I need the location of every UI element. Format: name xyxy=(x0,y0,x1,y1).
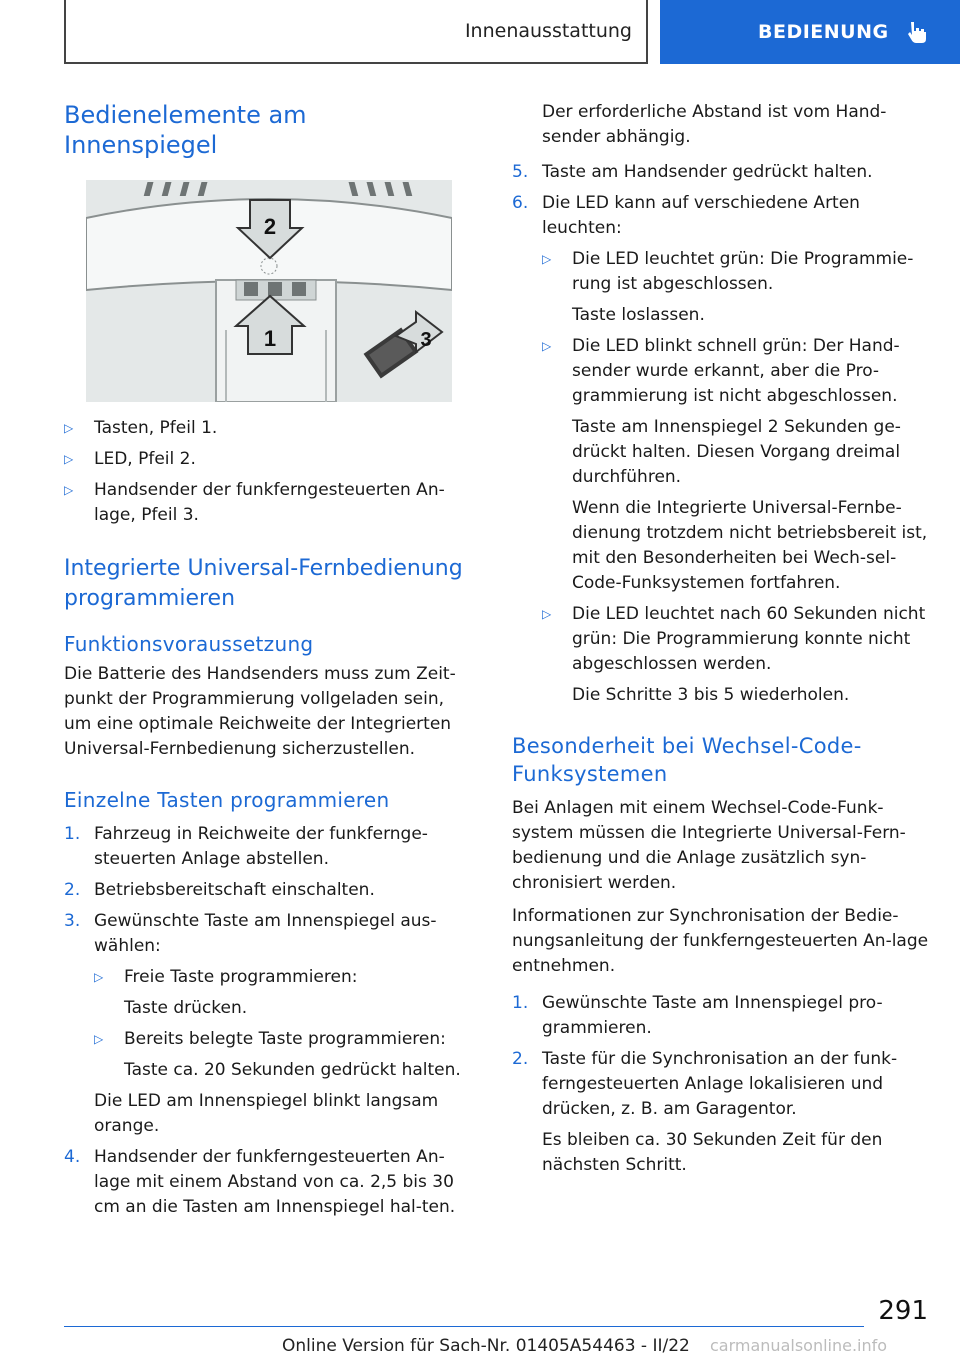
list-item xyxy=(512,1047,932,1122)
list-item xyxy=(64,878,464,903)
bullet-text: Bereits belegte Taste programmieren: xyxy=(124,1029,446,1049)
figure-label-2: 2 xyxy=(263,214,277,239)
rolling-code-paragraph-2: Informationen zur Synchronisation der Bedie-nungsanleitung der funkferngesteuerten An-lage entnehmen. xyxy=(512,906,929,976)
step-number: 2. xyxy=(64,880,81,900)
subsection-heading-rolling-code: Besonderheit bei Wechsel-Code-Funksystemen xyxy=(512,734,862,786)
list-item xyxy=(512,991,932,1041)
figure-label-3: 3 xyxy=(420,329,432,351)
bullet-triangle-icon: ▷ xyxy=(542,607,552,621)
bullet-text: Freie Taste programmieren: xyxy=(124,967,358,987)
page-title: Bedienelemente am Innenspiegel xyxy=(64,101,307,159)
list-item xyxy=(64,909,464,959)
section-heading: Integrierte Universal-Fernbedienung programmieren xyxy=(64,556,463,611)
bullet-detail: Taste loslassen. xyxy=(572,305,705,325)
list-item xyxy=(542,247,932,297)
right-column xyxy=(512,100,932,1184)
bullet-triangle-icon: ▷ xyxy=(64,483,74,497)
bullet-triangle-icon: ▷ xyxy=(542,252,552,266)
list-item xyxy=(94,1027,464,1052)
bullet-detail: Taste ca. 20 Sekunden gedrückt halten. xyxy=(124,1060,461,1080)
bullet-text: Tasten, Pfeil 1. xyxy=(94,418,218,438)
step-number: 5. xyxy=(512,162,529,182)
list-item xyxy=(512,160,932,185)
bullet-detail: Taste drücken. xyxy=(124,998,248,1018)
step-text: Gewünschte Taste am Innenspiegel aus-wählen: xyxy=(94,911,437,956)
subsection-heading-single: Einzelne Tasten programmieren xyxy=(64,788,390,812)
header-chapter-title: BEDIENUNG xyxy=(758,21,889,43)
step-number: 6. xyxy=(512,193,529,213)
bullet-text: Die LED leuchtet nach 60 Sekunden nicht grün: Die Programmierung konnte nicht abgeschlossen werden. xyxy=(572,604,926,674)
list-item xyxy=(64,478,464,528)
mirror-figure xyxy=(86,180,452,402)
figure-label-1: 1 xyxy=(263,326,277,351)
list-item xyxy=(512,191,932,241)
bullet-text: LED, Pfeil 2. xyxy=(94,449,196,469)
hand-pointer-icon xyxy=(905,19,931,45)
step-continuation: Der erforderliche Abstand ist vom Hand-sender abhängig. xyxy=(542,102,887,147)
watermark: carmanualsonline.info xyxy=(710,1336,888,1355)
list-item xyxy=(542,602,932,677)
step-note: Die LED am Innenspiegel blinkt langsam orange. xyxy=(94,1091,439,1136)
bullet-triangle-icon: ▷ xyxy=(64,421,74,435)
list-item xyxy=(542,334,932,409)
step-text: Taste für die Synchronisation an der funk-ferngesteuerten Anlage lokalisieren und drücken, z. B. am Garagentor. xyxy=(542,1049,898,1119)
step-text: Betriebsbereitschaft einschalten. xyxy=(94,880,375,900)
bullet-detail: Wenn die Integrierte Universal-Fernbe-dienung trotzdem nicht betriebsbereit ist, mit den Besonderheiten bei Wech-sel-Code-Funksystemen fortfahren. xyxy=(572,498,928,593)
list-item xyxy=(64,416,464,441)
step-text: Taste am Handsender gedrückt halten. xyxy=(542,162,873,182)
step-number: 1. xyxy=(64,824,81,844)
bullet-triangle-icon: ▷ xyxy=(94,1032,104,1046)
bullet-triangle-icon: ▷ xyxy=(542,339,552,353)
step-number: 3. xyxy=(64,911,81,931)
func-paragraph: Die Batterie des Handsenders muss zum Zeit-punkt der Programmierung vollgeladen sein, um eine optimale Reichweite der Integrierten Universal-Fernbedienung sicherzustellen. xyxy=(64,664,456,759)
mirror-illustration xyxy=(86,180,452,402)
step-text: Handsender der funkferngesteuerten An-lage mit einem Abstand von ca. 2,5 bis 30 cm an die Tasten am Innenspiegel hal-ten. xyxy=(94,1147,456,1217)
subsection-heading-func: Funktionsvoraussetzung xyxy=(64,632,314,656)
step-number: 2. xyxy=(512,1049,529,1069)
page-number: 291 xyxy=(878,1296,928,1326)
rolling-code-paragraph-1: Bei Anlagen mit einem Wechsel-Code-Funk-system müssen die Integrierte Universal-Fern-bedienung und die Anlage zusätzlich syn-chronisiert werden. xyxy=(512,798,906,893)
step-number: 1. xyxy=(512,993,529,1013)
list-item xyxy=(64,447,464,472)
bullet-detail: Die Schritte 3 bis 5 wiederholen. xyxy=(572,685,850,705)
step-number: 4. xyxy=(64,1147,81,1167)
step-note: Es bleiben ca. 30 Sekunden Zeit für den nächsten Schritt. xyxy=(542,1130,883,1175)
step-text: Die LED kann auf verschiedene Arten leuchten: xyxy=(542,193,860,238)
list-item xyxy=(64,1145,464,1220)
header-section-tab xyxy=(64,0,648,64)
header-chapter-tab xyxy=(660,0,960,64)
bullet-text: Handsender der funkferngesteuerten An-lage, Pfeil 3. xyxy=(94,480,445,525)
step-text: Gewünschte Taste am Innenspiegel pro-grammieren. xyxy=(542,993,883,1038)
step-text: Fahrzeug in Reichweite der funkfernge-steuerten Anlage abstellen. xyxy=(94,824,428,869)
footer-version-text: Online Version für Sach-Nr. 01405A54463 - II/22 xyxy=(282,1336,690,1356)
footer-divider xyxy=(64,1326,864,1327)
bullet-triangle-icon: ▷ xyxy=(64,452,74,466)
list-item xyxy=(64,822,464,872)
bullet-text: Die LED leuchtet grün: Die Programmie-rung ist abgeschlossen. xyxy=(572,249,914,294)
bullet-detail: Taste am Innenspiegel 2 Sekunden ge-drückt halten. Diesen Vorgang dreimal durchführen. xyxy=(572,417,901,487)
header-section-title: Innenausstattung xyxy=(464,20,632,42)
left-column xyxy=(64,100,464,1226)
bullet-triangle-icon: ▷ xyxy=(94,970,104,984)
list-item xyxy=(94,965,464,990)
bullet-text: Die LED blinkt schnell grün: Der Hand-sender wurde erkannt, aber die Pro-grammierung ist nicht abgeschlossen. xyxy=(572,336,900,406)
